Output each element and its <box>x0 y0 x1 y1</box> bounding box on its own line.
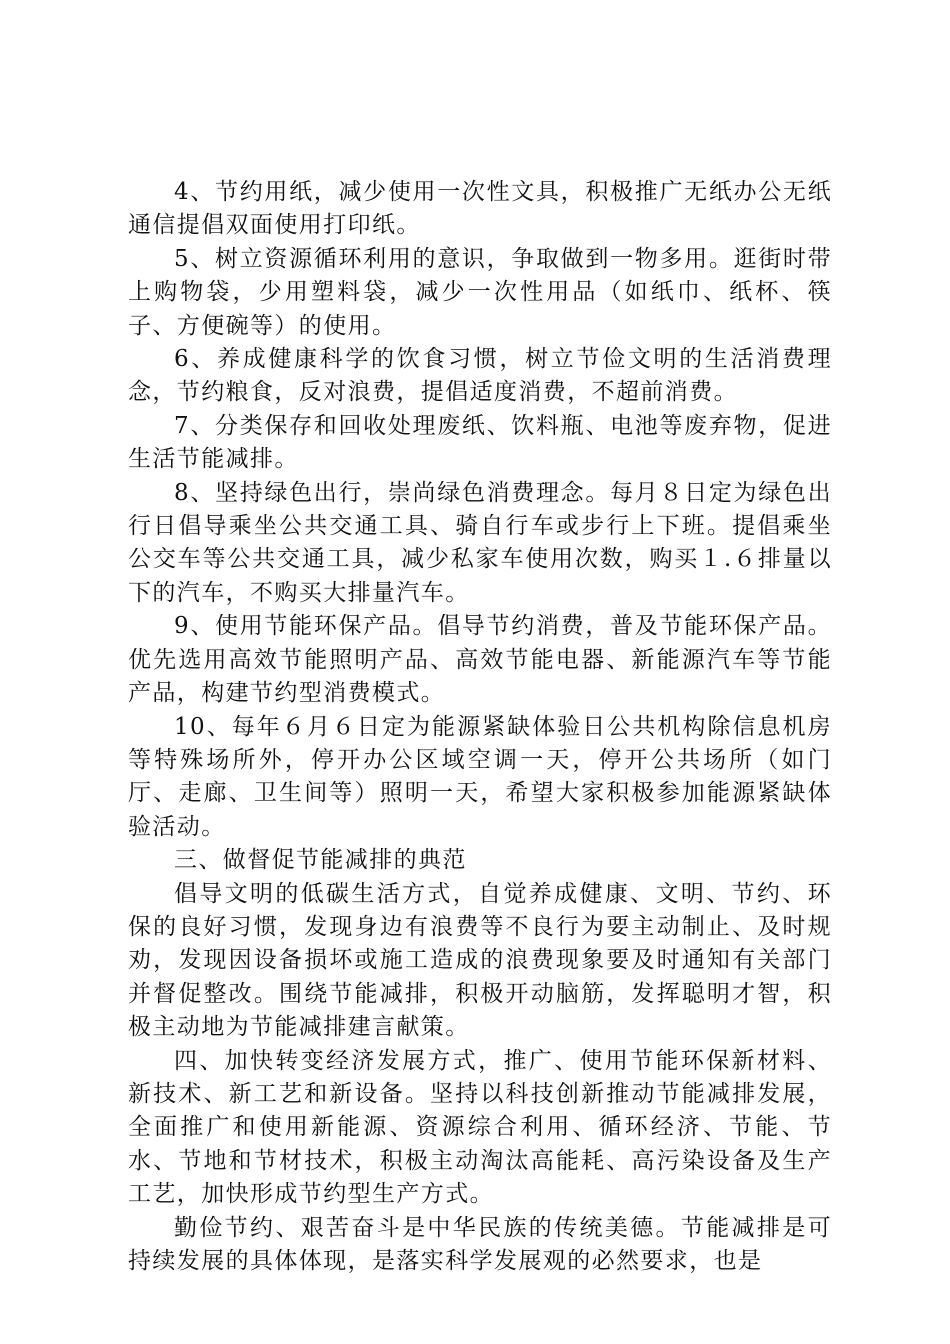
paragraph-section-3-body: 倡导文明的低碳生活方式，自觉养成健康、文明、节约、环保的良好习惯，发现身边有浪费等不良行为要主动制止、及时规劝，发现因设备损坏或施工造成的浪费现象要及时通知有关部门并督促整改。围绕节能减排，积极开动脑筋，发挥聪明才智，积极主动地为节能减排建言献策。 <box>128 880 832 1041</box>
section-heading-3: 三、做督促节能减排的典范 <box>174 847 467 874</box>
paragraph-item-9: 9、使用节能环保产品。倡导节约消费，普及节能环保产品。优先选用高效节能照明产品、高效节能电器、新能源汽车等节能产品，构建节约型消费模式。 <box>128 613 832 707</box>
paragraph-item-4: 4、节约用纸，减少使用一次性文具，积极推广无纸办公无纸通信提倡双面使用打印纸。 <box>128 179 832 239</box>
paragraph-section-4: 四、加快转变经济发展方式，推广、使用节能环保新材料、新技术、新工艺和新设备。坚持以科技创新推动节能减排发展，全面推广和使用新能源、资源综合利用、循环经济、节能、节水、节地和节材技术，积极主动淘汰高能耗、高污染设备及生产工艺，加快形成节约型生产方式。 <box>128 1047 832 1208</box>
document-body <box>128 176 832 1278</box>
paragraph-item-8: 8、坚持绿色出行，崇尚绿色消费理念。每月８日定为绿色出行日倡导乘坐公共交通工具、骑自行车或步行上下班。提倡乘坐公交车等公共交通工具，减少私家车使用次数，购买１.６排量以下的汽车，不购买大排量汽车。 <box>128 479 832 606</box>
paragraph-item-10: 10、每年６月６日定为能源紧缺体验日公共机构除信息机房等特殊场所外，停开办公区域空调一天，停开公共场所（如门厅、走廊、卫生间等）照明一天，希望大家积极参加能源紧缺体验活动。 <box>128 713 832 840</box>
paragraph-item-6: 6、养成健康科学的饮食习惯，树立节俭文明的生活消费理念，节约粮食，反对浪费，提倡适度消费，不超前消费。 <box>128 346 832 406</box>
paragraph-closing: 勤俭节约、艰苦奋斗是中华民族的传统美德。节能减排是可持续发展的具体体现，是落实科学发展观的必然要求，也是 <box>128 1214 832 1274</box>
paragraph-item-7: 7、分类保存和回收处理废纸、饮料瓶、电池等废弃物，促进生活节能减排。 <box>128 412 832 473</box>
paragraph-item-5: 5、树立资源循环利用的意识，争取做到一物多用。逛街时带上购物袋，少用塑料袋，减少一次性用品（如纸巾、纸杯、筷子、方便碗等）的使用。 <box>128 245 832 339</box>
